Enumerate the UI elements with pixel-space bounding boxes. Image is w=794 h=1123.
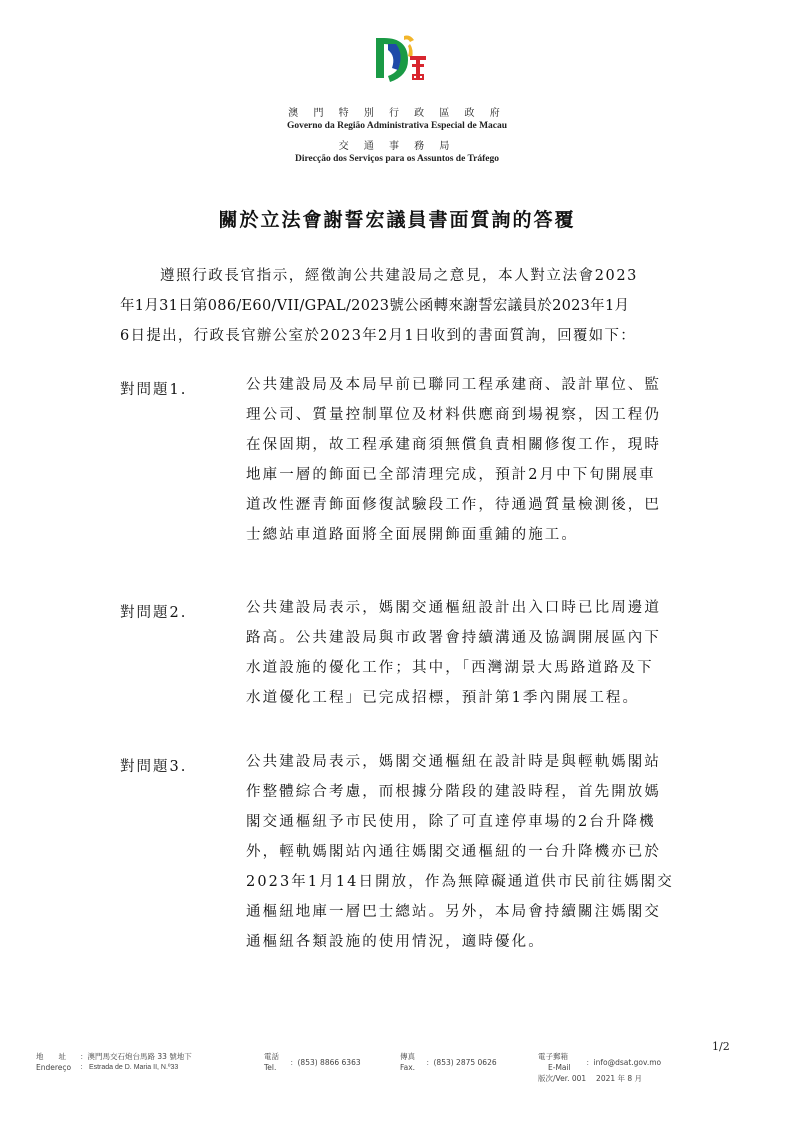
address-pt: ： Estrada de D. Maria II, N.º33 [80,1064,179,1071]
answer-line: 道改性瀝青飾面修復試驗段工作，待通過質量檢測後，巴 [246,497,661,513]
answer-line: 作整體綜合考慮，而根據分階段的建設時程，首先開放媽 [246,784,661,800]
dept-name-pt: Direcção dos Serviços para os Assuntos de Tráfego [295,154,499,164]
answer-line: 水道優化工程」已完成招標，預計第1季內開展工程。 [246,690,640,706]
org-name-pt: Governo da Região Administrativa Especial de Macau [286,121,508,131]
dept-name-zh: 交 通 事 務 局 [338,141,456,152]
answer-text [246,747,740,957]
answer-line: 理公司、質量控制單位及材料供應商到場視察，因工程仍 [246,407,661,423]
dsat-logo [370,30,430,90]
tel-number: ：(853) 8866 6363 [290,1058,361,1067]
answer-line: 公共建設局表示，媽閣交通樞紐在設計時是與輕軌媽閣站 [246,754,661,770]
email-address: ：info@dsat.gov.mo [586,1058,662,1067]
question-label: 對問題3. [120,759,188,775]
address-zh: ：澳門馬交石炮台馬路 33 號地下 [80,1052,192,1061]
answer-text [246,593,740,713]
answer-text [246,370,740,550]
fax-label-zh: 傳真 [400,1052,415,1061]
answer-line: 水道設施的優化工作；其中，「西灣湖景大馬路道路及下 [246,660,654,676]
address-label-pt: Endereço [36,1063,72,1072]
fax-number: ：(853) 2875 0626 [426,1058,497,1067]
address-label-zh: 地 址 [36,1052,66,1061]
answer-line: 公共建設局表示，媽閣交通樞紐設計出入口時已比周邊道 [246,600,661,616]
question-label: 對問題1. [120,382,188,398]
answer-line: 在保固期，故工程承建商須無償負責相關修復工作，現時 [246,437,661,453]
intro-line: 遵照行政長官指示，經徵詢公共建設局之意見，本人對立法會2023 [160,268,638,284]
org-name-zh: 澳 門 特 別 行 政 區 政 府 [288,108,506,119]
answer-line: 士總站車道路面將全面展開飾面重鋪的施工。 [246,527,578,543]
answer-line: 閣交通樞紐予市民使用，除了可直達停車場的2台升降機 [246,814,656,830]
intro-line: 6日提出，行政長官辦公室於2023年2月1日收到的書面質詢，回覆如下： [120,328,637,344]
answer-line: 公共建設局及本局早前已聯同工程承建商、設計單位、監 [246,377,661,393]
email-label-zh: 電子郵箱 [538,1052,568,1061]
document-title: 關於立法會謝誓宏議員書面質詢的答覆 [218,209,576,231]
answer-line: 路高。公共建設局與市政署會持續溝通及協調開展區內下 [246,630,661,646]
answer-line: 通樞紐地庫一層巴士總站。另外，本局會持續關注媽閣交 [246,904,661,920]
tel-label-pt: Tel. [264,1063,277,1072]
question-label: 對問題2. [120,605,188,621]
answer-line: 通樞紐各類設施的使用情況，適時優化。 [246,934,545,950]
intro-line: 年1月31日第086/E60/VII/GPAL/2023號公函轉來謝誓宏議員於2023年1月 [120,298,630,314]
answer-line: 外，輕軌媽閣站內通往媽閣交通樞紐的一台升降機亦已於 [246,844,661,860]
version-info: 版次/Ver. 001 2021 年 8 月 [538,1074,643,1083]
email-label-pt: E-Mail [548,1063,571,1072]
page-number: 1/2 [712,1040,730,1053]
intro-paragraph [120,261,740,351]
answer-line: 地庫一層的飾面已全部清理完成，預計2月中下旬開展車 [246,467,656,483]
tel-label-zh: 電話 [264,1052,279,1061]
fax-label-pt: Fax. [400,1063,416,1072]
answer-line: 2023年1月14日開放，作為無障礙通道供市民前往媽閣交 [246,874,674,890]
